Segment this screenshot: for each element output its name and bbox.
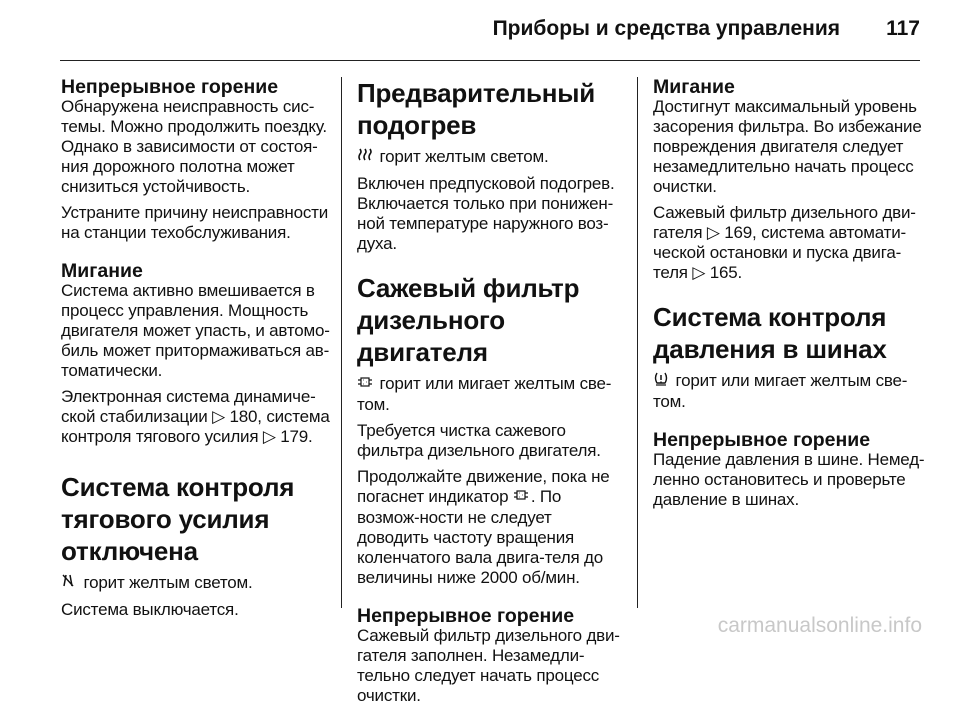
page-header: [0, 0, 960, 60]
column-divider-1: [341, 77, 342, 608]
tire-pressure-icon: [653, 371, 671, 392]
ref-arrow-icon: ▷: [262, 427, 276, 446]
ref-arrow-icon: ▷: [706, 223, 720, 242]
paragraph: Сажевый фильтр дизельного дви-гателя ▷ 169, система автомати-ческой остановки и пуска двига-теля ▷ 165.: [653, 203, 916, 282]
tc-off-line: горит желтым светом.: [61, 573, 331, 594]
heading-dpf: Сажевый фильтр дизельного двигателя: [357, 273, 580, 367]
heading-continuous: Непрерывное горение: [357, 605, 575, 627]
dpf-icon: [357, 375, 375, 395]
preheat-line: горит желтым светом.: [357, 147, 625, 168]
paragraph: Сажевый фильтр дизельного дви-гателя заполнен. Незамедли-тельно следует начать процесс очистки.: [357, 626, 620, 705]
paragraph-esc: Электронная система динамиче-ской стабилизации ▷ 180, система контроля тягового усилия ▷ 179.: [61, 387, 330, 446]
heading-preheat: Предварительный подогрев: [357, 78, 596, 140]
paragraph: Достигнут максимальный уровень засорения фильтра. Во избежание повреждения двигателя следует незамедлительно начать процесс очистки.: [653, 97, 922, 196]
paragraph: Система выключается.: [61, 600, 239, 619]
heading-tc-off: Система контроля тягового усилия отключена: [61, 472, 295, 566]
watermark: carmanualsonline.info: [717, 614, 922, 637]
header-title: Приборы и средства управления: [492, 17, 840, 40]
glow-plug-icon: [357, 147, 375, 168]
ref-arrow-icon: ▷: [212, 407, 225, 426]
paragraph: Продолжайте движение, пока не погаснет индикатор . По возмож-ности не следует доводить частоту вращения коленчатого вала двига-теля до величины ниже 2000 об/мин.: [357, 467, 610, 587]
heading-blinking: Мигание: [653, 76, 735, 98]
paragraph: Падение давления в шине. Немед-ленно остановитесь и проверьте давление в шинах.: [653, 450, 925, 509]
heading-blinking: Мигание: [61, 260, 143, 282]
paragraph: Включен предпусковой подогрев. Включается только при понижен-ной температуре наружного воз-духа.: [357, 174, 615, 253]
heading-continuous: Непрерывное горение: [61, 76, 279, 98]
dpf-icon: [513, 488, 531, 508]
tc-off-icon: [61, 573, 79, 594]
heading-continuous: Непрерывное горение: [653, 429, 871, 451]
dpf-line: горит или мигает желтым све-том.: [357, 374, 612, 414]
column-1: [61, 77, 331, 626]
paragraph: Обнаружена неисправность сис-темы. Можно продолжить поездку. Однако в зависимости от состоя-ния дорожного полотна может снизиться устойчивость.: [61, 97, 327, 196]
paragraph: Система активно вмешивается в процесс управления. Мощность двигателя может упасть, и автомо-биль может притормаживаться ав-томатически.: [61, 281, 330, 380]
paragraph: Требуется чистка сажевого фильтра дизельного двигателя.: [357, 421, 601, 460]
heading-tpms: Система контроля давления в шинах: [653, 302, 887, 364]
ref-arrow-icon: ▷: [692, 263, 706, 282]
header-rule: [60, 60, 920, 61]
column-3: [653, 77, 925, 516]
paragraph: Устраните причину неисправности на станции техобслуживания.: [61, 203, 329, 242]
page-number: 117: [886, 17, 920, 40]
column-2: [357, 77, 625, 712]
tpms-line: горит или мигает желтым све-том.: [653, 371, 908, 411]
column-divider-2: [637, 77, 638, 608]
